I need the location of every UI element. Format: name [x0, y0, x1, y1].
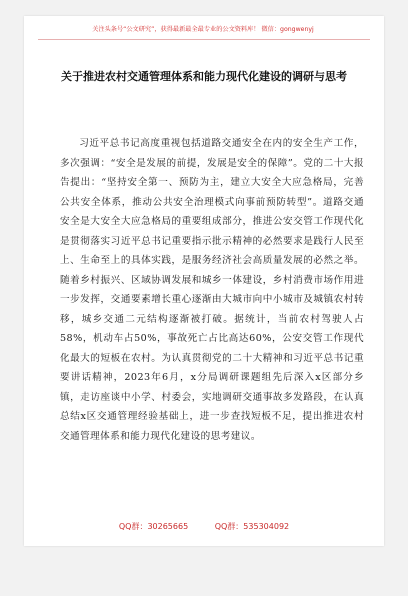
footer-qq-group-2: QQ群：535304092 [214, 522, 290, 531]
document-title: 关于推进农村交通管理体系和能力现代化建设的调研与思考 [61, 70, 347, 83]
header-note: 关注头条号“公文研究”，获得最新最全最专业的公文资料库！ 微信：gongwenyj [92, 26, 314, 33]
header-divider [38, 39, 370, 40]
document-page [24, 16, 384, 546]
footer-note [24, 522, 384, 532]
footer-qq-group-1: QQ群：30265665 [118, 522, 189, 531]
body-paragraph: 习近平总书记高度重视包括道路交通安全在内的安全生产工作，多次强调：“安全是发展的前提，发展是安全的保障”。党的二十大报告提出：“坚持安全第一、预防为主，建立大安全大应急格局，完善公共安全体系，推动公共安全治理模式向事前预防转型”。道路交通安全是大安全大应急格局的重要组成部分，推进公安交管工作现代化是贯彻落实习近平总书记重要指示批示精神的必然要求是践行人民至上、生命至上的具体实践，是服务经济社会高质量发展的必然之举。随着乡村振兴、区域协调发展和城乡一体建设，乡村消费市场作用进一步发挥，交通要素增长重心逐渐由大城市向中小城市及城镇农村转移，城乡交通二元结构逐渐被打破。据统计，当前农村驾驶人占58%，机动车占50%，事故死亡占比高达60%，公安交管工作现代化最大的短板在农村。为认真贯彻党的二十大精神和习近平总书记重要讲话精神，2023年6月，x分局调研课题组先后深入x区部分乡镇，走访座谈中小学、村委会，实地调研交通事故多发路段，在认真总结x区交通管理经验基础上，进一步查找短板不足，提出推进农村交通管理体系和能力现代化建设的思考建议。 [60, 138, 364, 442]
